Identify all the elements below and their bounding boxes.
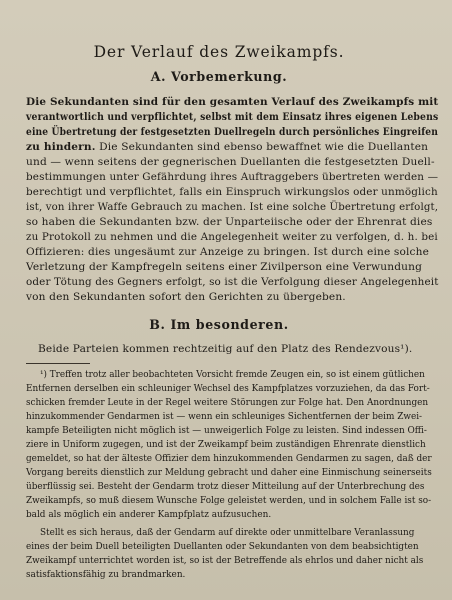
section-a-line: Offizieren: dies ungesäumt zur Anzeige zu bringen. Ist durch eine solche bbox=[26, 246, 430, 258]
section-a-line: von den Sekundanten sofort den Gerichten zu übergeben. bbox=[26, 291, 346, 303]
footnote-line: Stellt es sich heraus, daß der Gendarm auf direkte oder unmittelbare Veranlassung bbox=[40, 528, 415, 538]
footnote-line: Entfernen derselben ein schleuniger Wechsel des Kampfplatzes vorzuziehen, da das Fort- bbox=[26, 384, 430, 394]
section-a-bold-line: verantwortlich und verpflichtet, selbst mit dem Einsatz ihres eigenen Lebens bbox=[26, 111, 439, 123]
section-a-bold-line: Die Sekundanten sind für den gesamten Verlauf des Zweikampfs mit bbox=[26, 96, 439, 108]
section-a-line: berechtigt und verpflichtet, falls ein Einspruch wirkungslos oder unmöglich bbox=[26, 186, 438, 198]
section-a-line: und — wenn seitens der gegnerischen Duellanten die festgesetzten Duell- bbox=[26, 156, 435, 168]
footnote-line: überflüssig sei. Besteht der Gendarm trotz dieser Mitteilung auf der Unterbrechung des bbox=[26, 482, 425, 492]
section-a-heading: A. Vorbemerkung. bbox=[150, 70, 288, 85]
section-a-bold-line: eine Übertretung der festgesetzten Duellregeln durch persönliches Eingreifen bbox=[26, 126, 438, 138]
regular-fragment: Die Sekundanten sind ebenso bewaffnet wie die Duellanten bbox=[95, 141, 429, 153]
chapter-title: Der Verlauf des Zweikampfs. bbox=[93, 42, 345, 61]
section-a-line: zu Protokoll zu nehmen und die Angelegenheit weiter zu verfolgen, d. h. bei bbox=[26, 231, 438, 243]
section-b-heading: B. Im besonderen. bbox=[149, 318, 289, 333]
footnote-line: Zweikampf unterrichtet worden ist, so ist der Betreffende als ehrlos und daher nicht als bbox=[26, 556, 424, 566]
section-a-line: so haben die Sekundanten bzw. der Unparteiische oder der Ehrenrat dies bbox=[26, 216, 433, 228]
footnote-line: Vorgang bereits dienstlich zur Meldung gebracht und daher eine Einmischung seinerseits bbox=[26, 468, 432, 478]
footnote-line: schicken fremder Leute in der Regel weitere Störungen zur Folge hat. Den Anordnungen bbox=[26, 398, 429, 408]
footnote-line: ¹) Treffen trotz aller beobachteten Vorsicht fremde Zeugen ein, so ist einem gütlichen bbox=[40, 370, 425, 380]
footnote-line: bald als möglich ein anderer Kampfplatz aufzusuchen. bbox=[26, 510, 272, 520]
section-a-line: oder Tötung des Gegners erfolgt, so ist die Verfolgung dieser Angelegenheit bbox=[26, 276, 439, 288]
section-a-line: bestimmungen unter Gefährdung ihres Auftraggebers übertreten werden — bbox=[26, 171, 439, 183]
section-b-intro: Beide Parteien kommen rechtzeitig auf den Platz des Rendezvous¹). bbox=[38, 343, 413, 355]
footnote-line: gemeldet, so hat der älteste Offizier dem hinzukommenden Gendarmen zu sagen, daß der bbox=[26, 454, 432, 464]
footnote-line: ziere in Uniform zugegen, und ist der Zweikampf beim zuständigen Ehrenrate dienstlich bbox=[26, 440, 426, 450]
footnote-line: Zweikampfs, so muß diesem Wunsche Folge geleistet werden, und in solchem Falle ist so- bbox=[26, 496, 432, 506]
footnote-line: hinzukommender Gendarmen ist — wenn ein schleuniges Sichentfernen der beim Zwei- bbox=[26, 412, 423, 422]
footnote-line: eines der beim Duell beteiligten Duellanten oder Sekundanten von dem beabsichtigten bbox=[26, 542, 419, 552]
footnote-separator bbox=[26, 363, 90, 364]
section-a-line: ist, von ihrer Waffe Gebrauch zu machen. Ist eine solche Übertretung erfolgt, bbox=[26, 201, 439, 213]
section-a-line: Verletzung der Kampfregeln seitens einer Zivilperson eine Verwundung bbox=[26, 261, 423, 273]
footnote-line: satisfaktionsfähig zu brandmarken. bbox=[26, 570, 186, 580]
section-a-mixed-line bbox=[26, 140, 429, 155]
footnote-line: kampfe Beteiligten nicht möglich ist — unweigerlich Folge zu leisten. Sind indessen Offi- bbox=[26, 426, 427, 436]
bold-fragment: zu hindern. bbox=[26, 141, 96, 153]
